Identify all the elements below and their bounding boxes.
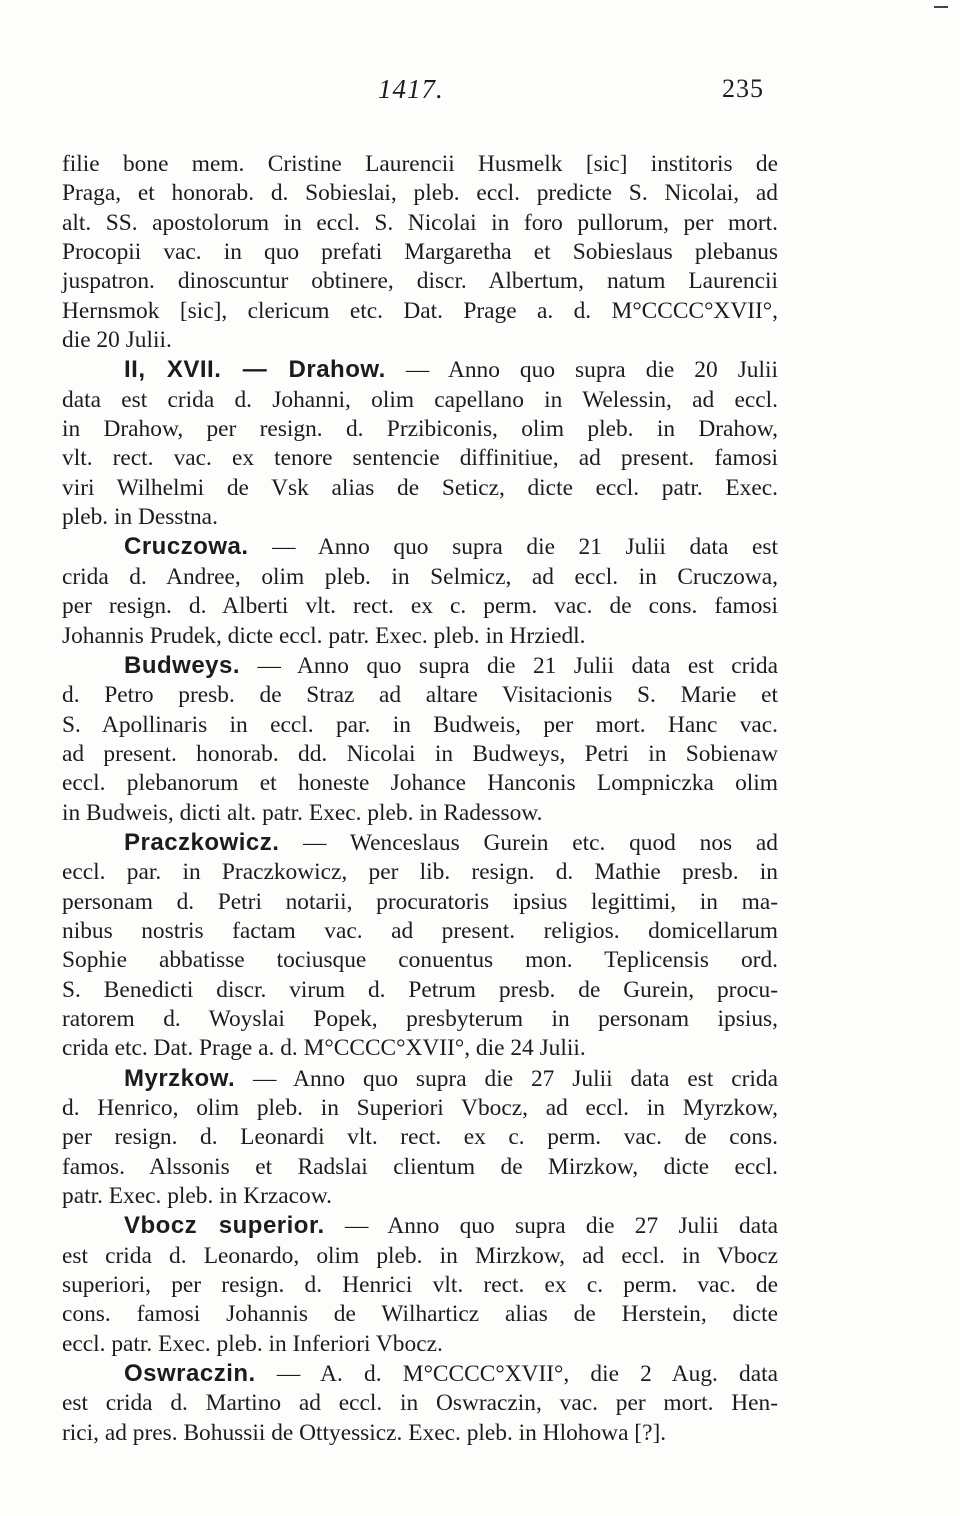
- line-text: juspatron. dinoscuntur obtinere, discr. Albertum, natum Laurencii: [62, 268, 778, 295]
- text-line: [62, 1034, 778, 1063]
- entry-heading: Budweys.: [124, 651, 241, 679]
- line-text: eccl. patr. Exec. pleb. in Inferiori Vbocz.: [62, 1330, 443, 1357]
- line-text: patr. Exec. pleb. in Krzacow.: [62, 1183, 332, 1210]
- line-text: Hernsmok [sic], clericum etc. Dat. Prage a. d. M°CCCC°XVII°,: [62, 297, 778, 324]
- line-text: ratorem d. Woyslai Popek, presbyterum in personam ipsius,: [62, 1005, 778, 1032]
- line-text: alt. SS. apostolorum in eccl. S. Nicolai in foro pullorum, per mort.: [62, 209, 778, 236]
- text-line: [62, 1419, 778, 1448]
- line-text: d. Henrico, olim pleb. in Superiori Vbocz, ad eccl. in Myrzkow,: [62, 1095, 778, 1121]
- entry-first-line: [62, 532, 778, 562]
- entry-first-line: [62, 651, 778, 681]
- line-text: S. Benedicti discr. virum d. Petrum presb. de Gurein, procu-: [62, 976, 778, 1003]
- text-line: [62, 681, 778, 710]
- text-line: [62, 711, 778, 740]
- line-text: vlt. rect. vac. ex tenore sentencie diffinitiue, ad present. famosi: [62, 445, 778, 472]
- line-text: S. Apollinaris in eccl. par. in Budweis, per mort. Hanc vac.: [62, 711, 778, 738]
- line-text: ad present. honorab. dd. Nicolai in Budweys, Petri in Sobienaw: [62, 740, 778, 767]
- scan-edge-mark: [934, 6, 948, 8]
- line-text: viri Wilhelmi de Vsk alias de Seticz, dicte eccl. patr. Exec.: [62, 474, 778, 501]
- line-text: — Wenceslaus Gurein etc. quod nos ad: [279, 829, 778, 856]
- text-line: [62, 297, 778, 326]
- line-text: rici, ad pres. Bohussii de Ottyessicz. Exec. pleb. in Hlohowa [?].: [62, 1419, 667, 1446]
- text-line: [62, 238, 778, 267]
- text-line: [62, 386, 778, 415]
- entry-first-line: [62, 355, 778, 385]
- line-text: — A. d. M°CCCC°XVII°, die 2 Aug. data: [255, 1361, 778, 1388]
- text-line: [62, 209, 778, 238]
- line-text: personam d. Petri notarii, procuratoris ipsius legittimi, in ma-: [62, 888, 778, 915]
- text-line: [62, 1330, 778, 1359]
- text-line: [62, 503, 778, 532]
- line-text: per resign. d. Alberti vlt. rect. ex c. perm. vac. de cons. famosi: [62, 593, 778, 620]
- line-text: pleb. in Desstna.: [62, 504, 218, 531]
- entry-heading: Myrzkow.: [124, 1064, 236, 1092]
- line-text: Sophie abbatisse tociusque conuentus mon. Teplicensis ord.: [62, 947, 778, 974]
- text-line: [62, 267, 778, 296]
- line-text: per resign. d. Leonardi vlt. rect. ex c. perm. vac. de cons.: [62, 1124, 778, 1151]
- line-text: — Anno quo supra die 21 Julii data est: [248, 534, 778, 561]
- text-line: [62, 769, 778, 798]
- text-line: [62, 1182, 778, 1211]
- entry-first-line: [62, 1211, 778, 1241]
- line-text: cons. famosi Johannis de Wilharticz alias de Herstein, dicte: [62, 1301, 778, 1328]
- entry-heading: Cruczowa.: [124, 533, 249, 561]
- text-line: [62, 444, 778, 473]
- entry-heading: Vbocz superior.: [124, 1212, 325, 1240]
- line-text: Procopii vac. in quo prefati Margaretha et Sobieslaus plebanus: [62, 239, 778, 266]
- entry-first-line: [62, 1359, 778, 1389]
- line-text: — Anno quo supra die 27 Julii data: [324, 1213, 778, 1240]
- text-line: [62, 799, 778, 828]
- text-line: [62, 1094, 778, 1123]
- text-line: [62, 917, 778, 946]
- text-line: [62, 888, 778, 917]
- line-text: Johannis Prudek, dicte eccl. patr. Exec. pleb. in Hrziedl.: [62, 622, 586, 649]
- text-line: [62, 1153, 778, 1182]
- line-text: eccl. par. in Praczkowicz, per lib. resign. d. Mathie presb. in: [62, 859, 778, 886]
- running-head: [0, 74, 960, 114]
- line-text: — Anno quo supra die 21 Julii data est crida: [240, 652, 778, 679]
- line-text: in Drahow, per resign. d. Przibiconis, olim pleb. in Drahow,: [62, 416, 778, 443]
- text-line: [62, 740, 778, 769]
- text-line: [62, 1389, 778, 1418]
- body-text: [62, 150, 778, 1448]
- page-number: 235: [722, 74, 764, 103]
- line-text: — Anno quo supra die 27 Julii data est crida: [235, 1065, 778, 1092]
- text-line: [62, 592, 778, 621]
- line-text: eccl. plebanorum et honeste Johance Hanconis Lompniczka olim: [62, 770, 778, 797]
- text-line: [62, 1300, 778, 1329]
- line-text: d. Petro presb. de Straz ad altare Visitacionis S. Marie et: [62, 682, 778, 709]
- line-text: in Budweis, dicti alt. patr. Exec. pleb. in Radessow.: [62, 799, 543, 826]
- text-line: [62, 1005, 778, 1034]
- entry-heading: II, XVII. — Drahow.: [124, 356, 386, 384]
- line-text: nibus nostris factam vac. ad present. religios. domicellarum: [62, 917, 778, 944]
- line-text: — Anno quo supra die 20 Julii: [385, 357, 778, 384]
- line-text: crida etc. Dat. Prage a. d. M°CCCC°XVII°, die 24 Julii.: [62, 1035, 586, 1062]
- line-text: crida d. Andree, olim pleb. in Selmicz, ad eccl. in Cruczowa,: [62, 563, 778, 590]
- line-text: data est crida d. Johanni, olim capellano in Welessin, ad eccl.: [62, 386, 778, 413]
- text-line: [62, 150, 778, 179]
- text-line: [62, 622, 778, 651]
- text-line: [62, 415, 778, 444]
- text-line: [62, 1242, 778, 1271]
- line-text: filie bone mem. Cristine Laurencii Husmelk [sic] institoris de: [62, 151, 778, 177]
- text-line: [62, 976, 778, 1005]
- text-line: [62, 858, 778, 887]
- line-text: famos. Alssonis et Radslai clientum de Mirzkow, dicte eccl.: [62, 1153, 778, 1180]
- text-line: [62, 326, 778, 355]
- header-year: 1417.: [378, 74, 444, 104]
- entry-first-line: [62, 828, 778, 858]
- entry-first-line: [62, 1064, 778, 1094]
- text-line: [62, 1271, 778, 1300]
- text-line: [62, 946, 778, 975]
- text-line: [62, 474, 778, 503]
- line-text: est crida d. Leonardo, olim pleb. in Mirzkow, ad eccl. in Vbocz: [62, 1242, 778, 1269]
- entry-heading: Oswraczin.: [124, 1360, 256, 1388]
- line-text: est crida d. Martino ad eccl. in Oswraczin, vac. per mort. Hen-: [62, 1390, 778, 1417]
- line-text: die 20 Julii.: [62, 327, 172, 354]
- text-line: [62, 1123, 778, 1152]
- entry-heading: Praczkowicz.: [124, 828, 280, 856]
- text-line: [62, 563, 778, 592]
- text-line: [62, 179, 778, 208]
- line-text: superiori, per resign. d. Henrici vlt. rect. ex c. perm. vac. de: [62, 1272, 778, 1299]
- line-text: Praga, et honorab. d. Sobieslai, pleb. eccl. predicte S. Nicolai, ad: [62, 180, 778, 207]
